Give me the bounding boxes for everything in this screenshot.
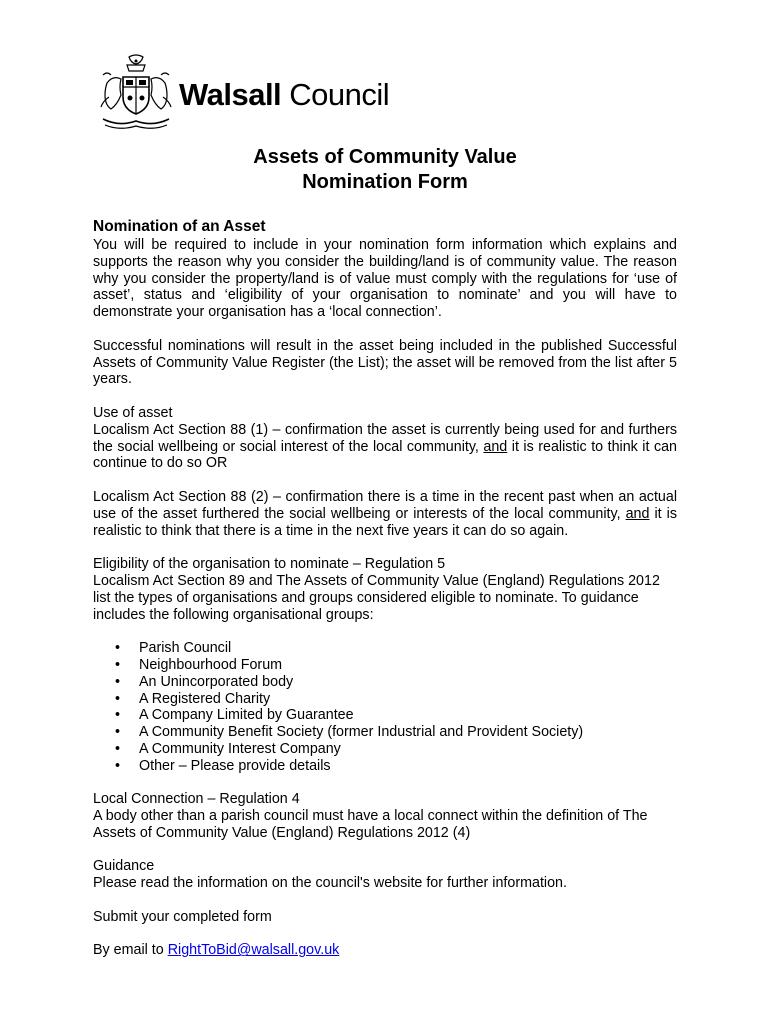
- bullet-icon: •: [115, 757, 121, 774]
- list-item: [93, 724, 677, 741]
- logo-regular-text: Council: [289, 76, 390, 112]
- section-88-1-paragraph: [93, 422, 677, 472]
- list-item: [93, 691, 677, 708]
- intro-paragraph: You will be required to include in your nomination form information which explains and supports the reason why you consider the building/land is of community value. The reason why you consider the property/land is of value must comply with the regulations for ‘use of asset’, status and ‘eligibility of your organisation to nominate’ and you will have to demonstrate your organisation has a ‘local connection’.: [93, 237, 677, 321]
- bullet-icon: •: [115, 673, 121, 690]
- list-item: [93, 741, 677, 758]
- list-item: [93, 758, 677, 775]
- logo-bold-text: Walsall: [179, 76, 282, 112]
- s88-1-and: and: [483, 438, 508, 455]
- s88-2-and: and: [625, 505, 650, 522]
- list-item-text: Neighbourhood Forum: [139, 656, 283, 673]
- list-item-text: Parish Council: [139, 640, 232, 657]
- submit-heading: Submit your completed form: [93, 908, 272, 925]
- list-item: [93, 657, 677, 674]
- local-connection-heading: Local Connection – Regulation 4: [93, 791, 300, 808]
- guidance-heading: Guidance: [93, 858, 155, 875]
- email-line: [93, 942, 677, 959]
- list-item: [93, 707, 677, 724]
- title-line-2: Nomination Form: [302, 171, 468, 193]
- council-logo: [99, 52, 389, 132]
- council-crest-icon: [99, 53, 173, 131]
- use-of-asset-heading: Use of asset: [93, 404, 173, 421]
- list-item-text: A Registered Charity: [139, 690, 271, 707]
- s88-2-text-after: it is realistic to think that there is a time in the next five years it can do so again.: [93, 505, 677, 539]
- form-content: [93, 217, 677, 959]
- list-item-text: A Community Benefit Society (former Industrial and Provident Society): [139, 724, 584, 741]
- s88-1-text-after: it is realistic to think it can continue to do so OR: [93, 438, 678, 472]
- council-name: [179, 76, 390, 112]
- list-item: [93, 640, 677, 657]
- section-heading: Nomination of an Asset: [93, 218, 266, 235]
- s88-2-text-before: Localism Act Section 88 (2) – confirmation there is a time in the recent past when an actual use of the asset furthered the social wellbeing or interests of the local community,: [93, 488, 677, 522]
- list-item-text: An Unincorporated body: [139, 673, 294, 690]
- bullet-icon: •: [115, 724, 121, 741]
- organisation-list: [93, 640, 677, 774]
- bullet-icon: •: [115, 740, 121, 757]
- bullet-icon: •: [115, 656, 121, 673]
- list-item-text: A Company Limited by Guarantee: [139, 707, 354, 724]
- list-item-text: A Community Interest Company: [139, 740, 341, 757]
- page-title: [0, 145, 770, 195]
- eligibility-heading: Eligibility of the organisation to nominate – Regulation 5: [93, 556, 446, 573]
- email-link[interactable]: RightToBid@walsall.gov.uk: [167, 942, 340, 959]
- local-connection-paragraph: A body other than a parish council must have a local connect within the definition of The Assets of Community Value (England) Regulations 2012 (4): [93, 808, 648, 841]
- section-88-2-paragraph: [93, 489, 677, 539]
- list-item: [93, 674, 677, 691]
- s88-1-text-before: Localism Act Section 88 (1) – confirmation the asset is currently being used for and furthers the social wellbeing or social interest of the local community,: [93, 421, 677, 455]
- bullet-icon: •: [115, 690, 121, 707]
- bullet-icon: •: [115, 707, 121, 724]
- guidance-paragraph: Please read the information on the council's website for further information.: [93, 875, 567, 892]
- eligibility-paragraph: Localism Act Section 89 and The Assets of Community Value (England) Regulations 2012 list the types of organisations and groups considered eligible to nominate. To guidance includes the following organisational groups:: [93, 572, 660, 623]
- bullet-icon: •: [115, 640, 121, 657]
- email-prefix: By email to: [93, 942, 168, 959]
- title-line-1: Assets of Community Value: [253, 146, 517, 168]
- list-item-text: Other – Please provide details: [139, 757, 331, 774]
- successful-paragraph: Successful nominations will result in the asset being included in the published Successful Assets of Community Value Register (the List); the asset will be removed from the list after 5 years.: [93, 337, 677, 388]
